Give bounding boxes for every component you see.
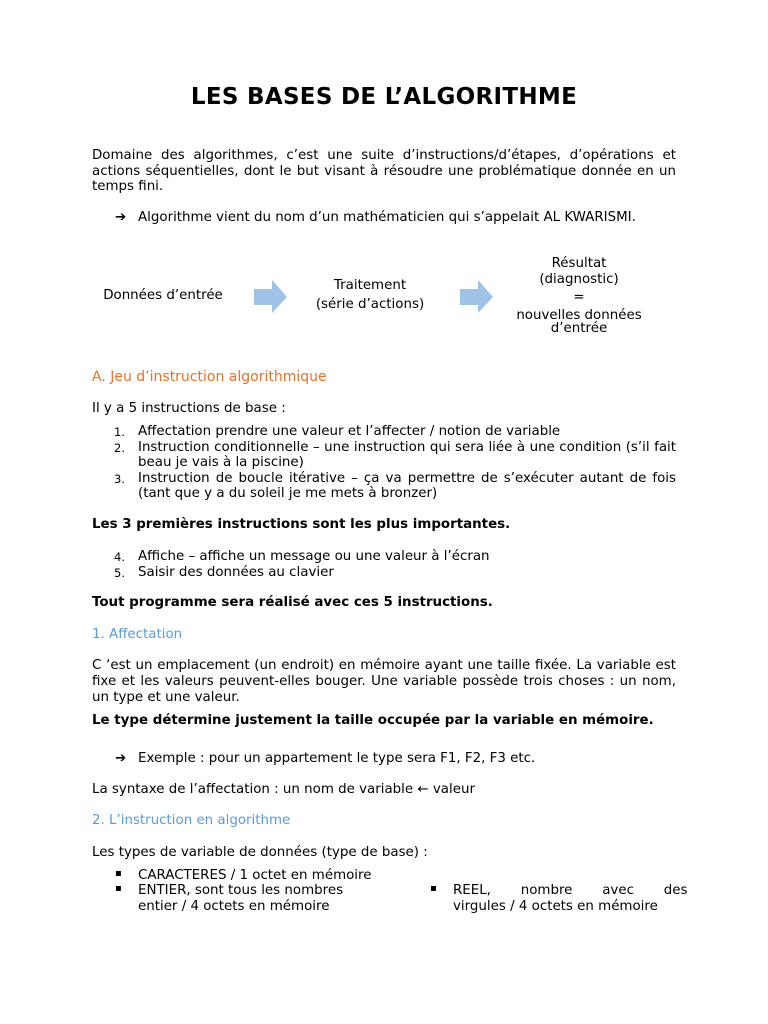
- types-intro: Les types de variable de données (type de base) :: [92, 845, 428, 860]
- square-bullet-icon: ▪: [115, 883, 122, 894]
- flow-result-line3: =: [573, 290, 585, 305]
- section-heading-a: A. Jeu d’instruction algorithmique: [92, 369, 327, 385]
- list-item: 4. Affiche – affiche un message ou une valeur à l’écran: [114, 549, 490, 564]
- syntax-line: La syntaxe de l’affectation : un nom de variable ← valeur: [92, 782, 475, 797]
- example-text: Exemple : pour un appartement le type sera F1, F2, F3 etc.: [138, 751, 536, 766]
- bold-statement-1: Les 3 premières instructions sont les plus importantes.: [92, 517, 511, 532]
- square-bullet-icon: ▪: [430, 883, 437, 894]
- page-title: LES BASES DE L’ALGORITHME: [190, 84, 578, 110]
- instructions-intro: Il y a 5 instructions de base :: [92, 401, 286, 416]
- list-item: 5. Saisir des données au clavier: [114, 564, 334, 580]
- list-item: 2. Instruction conditionnelle – une instruction qui sera liée à une condition (s’il fait beau je vais à la piscine): [114, 439, 676, 471]
- flow-result-box: [500, 256, 658, 337]
- list-item: 3. Instruction de boucle itérative – ça va permettre de s’exécuter autant de fois (tant que y a du soleil je me mets à bronzer): [114, 470, 676, 502]
- flow-process-box: [300, 278, 440, 313]
- bold-statement-2: Tout programme sera réalisé avec ces 5 instructions.: [92, 595, 493, 610]
- flow-result-line2: (diagnostic): [539, 272, 619, 287]
- subsection-heading-affectation: 1. Affectation: [92, 627, 183, 642]
- arrow-bullet-icon: ➔: [115, 210, 127, 225]
- flow-result-line4: nouvelles données: [516, 308, 642, 323]
- square-bullet-icon: ▪: [115, 868, 122, 879]
- flow-arrow-icon: [254, 280, 288, 314]
- affectation-paragraph: C ‘est un emplacement (un endroit) en mémoire ayant une taille fixée. La variable est fixe et les valeurs peuvent-elles bouger. Une variable possède trois choses : un nom, un type et une valeur.: [92, 658, 676, 705]
- flow-result-line1: Résultat: [551, 256, 607, 271]
- intro-paragraph: Domaine des algorithmes, c’est une suite d’instructions/d’étapes, d’opérations et actions séquentielles, dont le but visant à résoudre une problématique donnée en un temps fini.: [92, 148, 676, 194]
- document-page: LES BASES DE L’ALGORITHME Domaine des algorithmes, c’est une suite d’instructions/d’étapes, d’opérations et actions séquentielles, dont le but visant à résoudre une problématique donnée en un temps fini. ➔ Algorithme vient du nom d’un mathématicien qui s’appelait AL KWARISMI. Données d’entrée Traitement (série d’actions) Résultat (diagnostic) = nouvelles données d’entrée A. Jeu d’instruction algorithmique Il y a 5 instructions de base : 1. Affectation prendre une valeur et l’affecter / notion de variable 2. Instruction conditionnelle – une instruction qui sera liée à une condition (s’il fait beau je vais à la piscine) 3. Instruction de boucle itérative – ça va permettre de s’exécuter autant de fois (tant que y a du soleil je me mets à bronzer) Les 3 premières instructions sont les plus importantes. 4. Affiche – affiche un message ou une valeur à l’écran 5. Saisir des données au clavier Tout programme sera réalisé avec ces 5 instructions. 1. Affectation C ‘est un emplacement (un endroit) en mémoire ayant une taille fixée. La variable est fixe et les valeurs peuvent-elles bouger. Une variable possède trois choses : un nom, un type et une valeur. Le type détermine justement la taille occupée par la variable en mémoire. ➔ Exemple : pour un appartement le type sera F1, F2, F3 etc. La syntaxe de l’affectation : un nom de variable ← valeur 2. L’instruction en algorithme Les types de variable de données (type de base) : ▪ CARACTERES / 1 octet en mémoire ▪ ENTIER, sont tous les nombres entier / 4 octets en mémoire ▪ REEL, nombre avec des virgules / 4 octets en mémoire: [0, 0, 768, 1024]
- flow-process-line2: (série d’actions): [315, 297, 425, 312]
- flow-input-label: Données d’entrée: [103, 288, 223, 303]
- bold-statement-3: Le type détermine justement la taille occupée par la variable en mémoire.: [92, 713, 654, 728]
- flow-arrow-icon: [460, 280, 494, 314]
- list-item: 1. Affectation prendre une valeur et l’affecter / notion de variable: [114, 424, 561, 439]
- subsection-heading-instruction: 2. L’instruction en algorithme: [92, 813, 291, 828]
- instructions-list-2: [92, 549, 676, 580]
- instructions-list-1: [92, 424, 676, 502]
- flow-process-line1: Traitement: [333, 278, 407, 293]
- flow-result-line5: d’entrée: [550, 321, 608, 336]
- note-text: Algorithme vient du nom d’un mathématicien qui s’appelait AL KWARISMI.: [138, 210, 636, 225]
- arrow-bullet-icon: ➔: [115, 751, 127, 766]
